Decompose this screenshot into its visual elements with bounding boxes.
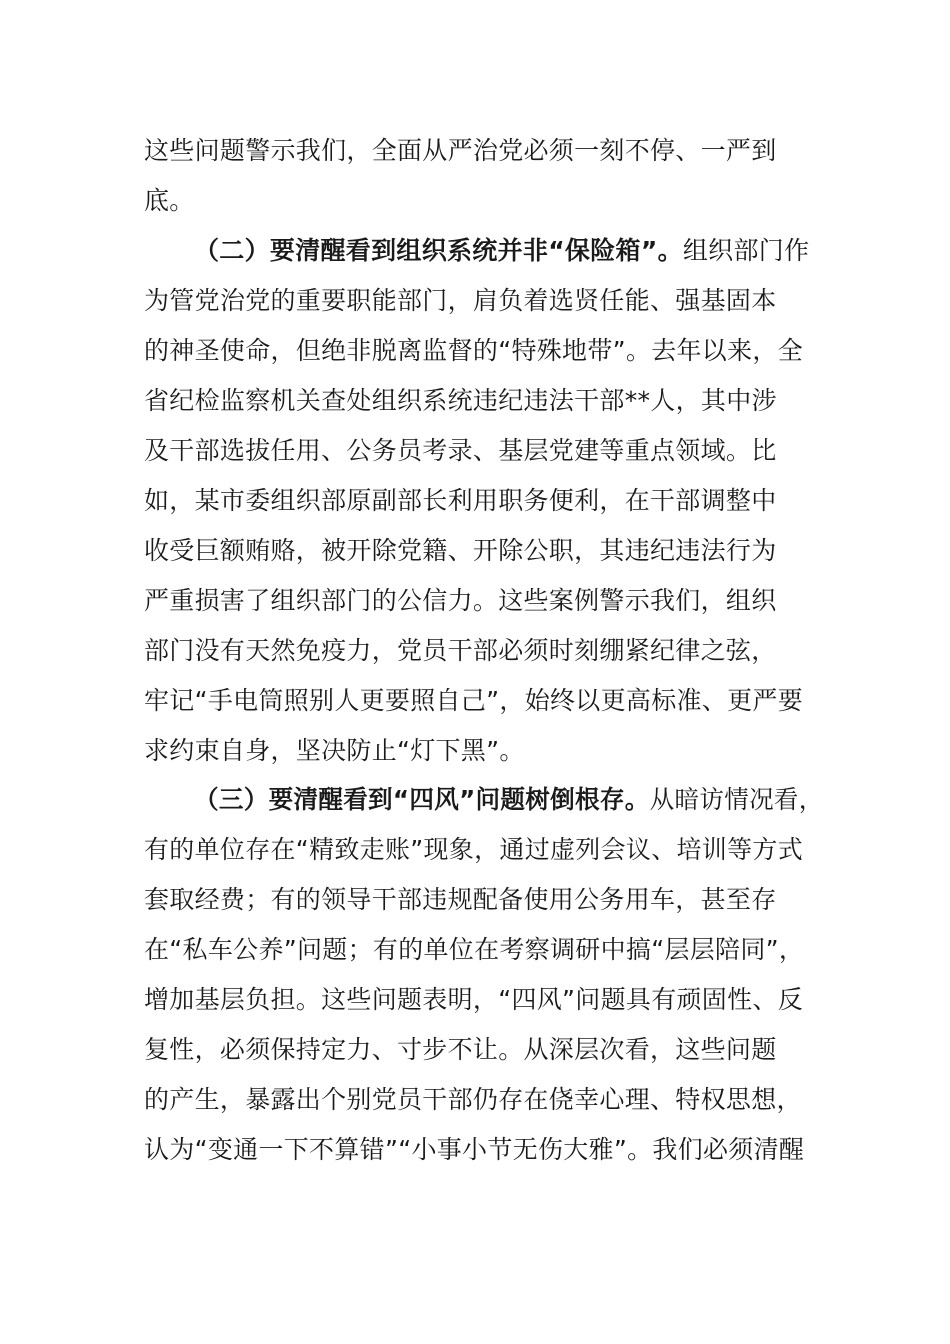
paragraph-3-heading: （三）要清醒看到“四风”问题树倒根存。 bbox=[194, 785, 650, 814]
paragraph-3-first-line-text: 从暗访情况看， bbox=[649, 785, 824, 814]
paragraph-2-line: 严重损害了组织部门的公信力。这些案例警示我们，组织 bbox=[144, 586, 777, 615]
paragraph-3-line: 有的单位存在“精致走账”现象，通过虚列会议、培训等方式 bbox=[144, 835, 804, 864]
paragraph-2-line: 求约束自身，坚决防止“灯下黑”。 bbox=[144, 736, 525, 765]
paragraph-3-line: 在“私车公养”问题；有的单位在考察调研中搞“层层陪同”， bbox=[144, 935, 805, 964]
paragraph-2-line: 及干部选拔任用、公务员考录、基层党建等重点领域。比 bbox=[144, 436, 777, 465]
paragraph-2-heading: （二）要清醒看到组织系统并非“保险箱”。 bbox=[194, 236, 683, 265]
paragraph-2-first-line bbox=[194, 226, 824, 276]
paragraph-3-line: 复性，必须保持定力、寸步不让。从深层次看，这些问题 bbox=[144, 1035, 777, 1064]
paragraph-1-line-2: 底。 bbox=[144, 186, 195, 215]
paragraph-2-line: 如，某市委组织部原副部长利用职务便利，在干部调整中 bbox=[144, 486, 777, 515]
paragraph-2-line: 省纪检监察机关查处组织系统违纪违法干部**人，其中涉 bbox=[144, 386, 777, 415]
paragraph-2-line: 的神圣使命，但绝非脱离监督的“特殊地带”。去年以来，全 bbox=[144, 336, 804, 365]
paragraph-3-line: 认为“变通一下不算错”“小事小节无伤大雅”。我们必须清醒 bbox=[144, 1135, 805, 1164]
paragraph-3-first-line bbox=[194, 775, 824, 825]
paragraph-2-first-line-text: 组织部门作 bbox=[682, 236, 810, 265]
paragraph-2-line: 收受巨额贿赂，被开除党籍、开除公职，其违纪违法行为 bbox=[144, 536, 777, 565]
paragraph-3-line: 套取经费；有的领导干部违规配备使用公务用车，甚至存 bbox=[144, 885, 777, 914]
paragraph-3-line: 的产生，暴露出个别党员干部仍存在侥幸心理、特权思想， bbox=[144, 1085, 802, 1114]
paragraph-3-line: 增加基层负担。这些问题表明，“四风”问题具有顽固性、反 bbox=[144, 985, 804, 1014]
paragraph-2-line: 牢记“手电筒照别人更要照自己”，始终以更高标准、更严要 bbox=[144, 686, 804, 715]
paragraph-1-line-1: 这些问题警示我们，全面从严治党必须一刻不停、一严到 bbox=[144, 136, 777, 165]
paragraph-2-line: 为管党治党的重要职能部门，肩负着选贤任能、强基固本 bbox=[144, 286, 777, 315]
paragraph-2-line: 部门没有天然免疫力，党员干部必须时刻绷紧纪律之弦， bbox=[144, 636, 777, 665]
